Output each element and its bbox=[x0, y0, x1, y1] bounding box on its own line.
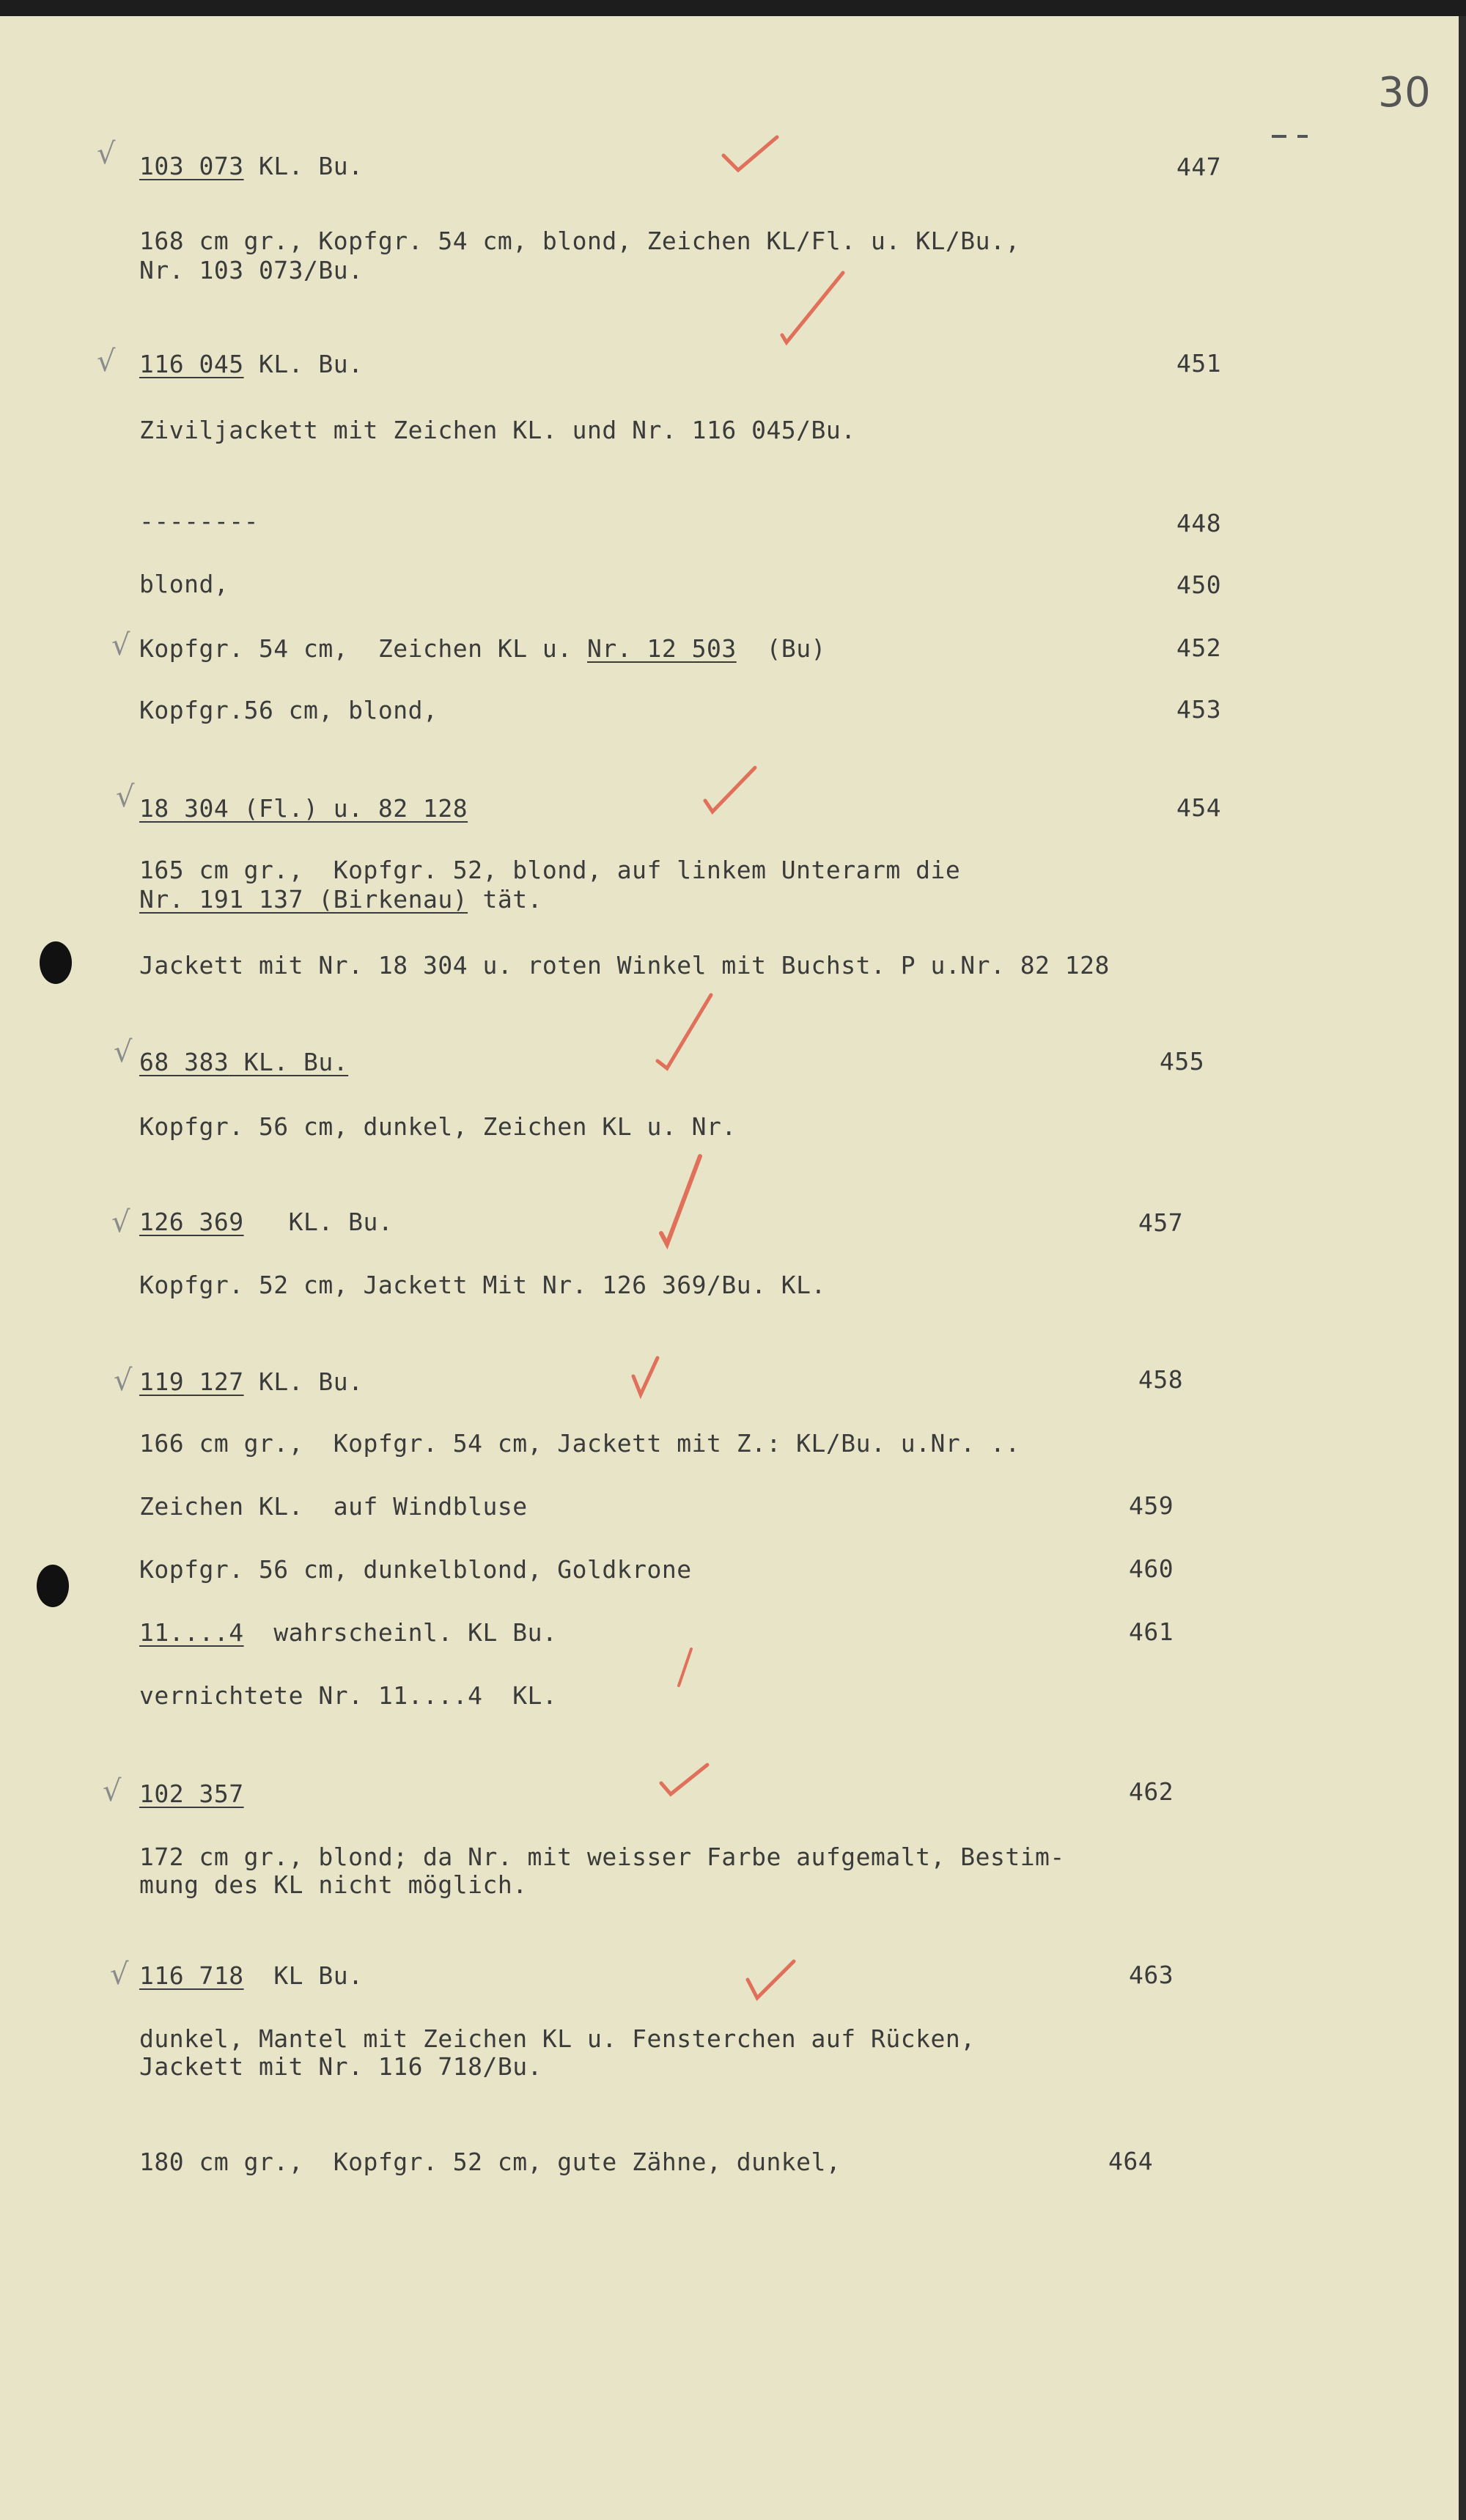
entry-heading bbox=[139, 1050, 348, 1076]
prisoner-number: Nr. 12 503 bbox=[587, 634, 737, 663]
description-line: Kopfgr. 54 cm, Zeichen KL u. Nr. 12 503 (Bu) bbox=[139, 634, 826, 663]
description-line: vernichtete Nr. 11....4 KL. bbox=[139, 1681, 558, 1710]
check-mark-icon bbox=[660, 1761, 711, 1798]
camp-code: KL. Bu. bbox=[243, 152, 364, 180]
check-mark-icon bbox=[673, 1645, 695, 1689]
camp-code: KL. Bu. bbox=[243, 1367, 364, 1396]
camp-code: KL Bu. bbox=[243, 1961, 364, 1990]
description-line: 166 cm gr., Kopfgr. 54 cm, Jackett mit Z.: KL/Bu. u.Nr. .. bbox=[139, 1429, 1020, 1458]
description-line: Ziviljackett mit Zeichen KL. und Nr. 116 045/Bu. bbox=[139, 416, 856, 444]
scan-top-edge bbox=[0, 0, 1466, 18]
margin-dash bbox=[1297, 135, 1308, 138]
scan-right-edge bbox=[1459, 16, 1466, 2520]
check-mark-icon bbox=[660, 1153, 704, 1248]
entry-heading: 18 304 (Fl.) u. 82 128 bbox=[139, 794, 468, 823]
blank-number-dashes: -------- bbox=[139, 507, 259, 535]
camp-code: KL. Bu. bbox=[243, 1208, 394, 1236]
tick-mark: √ bbox=[116, 780, 135, 814]
tick-mark: √ bbox=[103, 1774, 122, 1808]
document-page bbox=[0, 16, 1460, 2520]
reference-number: 453 bbox=[1176, 695, 1222, 724]
punch-hole bbox=[40, 941, 72, 984]
reference-number: 457 bbox=[1138, 1208, 1184, 1237]
check-mark-icon bbox=[722, 133, 781, 177]
entry-heading: 11....4 wahrscheinl. KL Bu. bbox=[139, 1618, 558, 1647]
reference-number: 447 bbox=[1176, 153, 1222, 181]
prisoner-number: 68 383 bbox=[139, 1048, 229, 1076]
reference-number: 455 bbox=[1160, 1047, 1205, 1076]
description-line: Kopfgr. 56 cm, dunkel, Zeichen KL u. Nr. bbox=[139, 1112, 737, 1141]
description-line: dunkel, Mantel mit Zeichen KL u. Fensterchen auf Rücken, bbox=[139, 2024, 976, 2053]
description-line: Kopfgr.56 cm, blond, bbox=[139, 696, 438, 724]
tick-mark: √ bbox=[97, 137, 116, 171]
tick-mark: √ bbox=[97, 345, 116, 378]
reference-number: 463 bbox=[1129, 1961, 1174, 1989]
prisoner-number: 126 369 bbox=[139, 1208, 244, 1236]
tick-mark: √ bbox=[114, 1035, 133, 1069]
description-line: Nr. 191 137 (Birkenau) tät. bbox=[139, 885, 542, 914]
description-line: 168 cm gr., Kopfgr. 54 cm, blond, Zeichen KL/Fl. u. KL/Bu., bbox=[139, 227, 1020, 255]
camp-code: KL. Bu. bbox=[243, 350, 364, 378]
camp-code: KL. Bu. bbox=[229, 1048, 349, 1076]
check-mark-icon bbox=[656, 991, 715, 1072]
reference-number: 460 bbox=[1129, 1554, 1174, 1583]
margin-dash bbox=[1272, 135, 1286, 138]
check-mark-icon bbox=[746, 1958, 798, 2002]
description-line: mung des KL nicht möglich. bbox=[139, 1870, 528, 1899]
punch-hole bbox=[37, 1565, 69, 1607]
tick-mark: √ bbox=[111, 1205, 130, 1239]
prisoner-number: 102 357 bbox=[139, 1779, 244, 1808]
reference-number: 454 bbox=[1176, 793, 1222, 822]
reference-number: 462 bbox=[1129, 1777, 1174, 1806]
description-line: 165 cm gr., Kopfgr. 52, blond, auf linkem Unterarm die bbox=[139, 856, 961, 884]
reference-number: 451 bbox=[1176, 349, 1222, 378]
page-number: 30 bbox=[1378, 69, 1432, 117]
prisoner-number: 116 718 bbox=[139, 1961, 244, 1990]
check-mark-icon bbox=[632, 1354, 661, 1398]
reference-number: 452 bbox=[1176, 633, 1222, 662]
description-line: Zeichen KL. auf Windbluse bbox=[139, 1492, 528, 1521]
entry-heading bbox=[139, 352, 364, 378]
prisoner-number: 11....4 bbox=[139, 1618, 244, 1647]
prisoner-number: 116 045 bbox=[139, 350, 244, 378]
tick-mark: √ bbox=[114, 1364, 133, 1397]
description-line: blond, bbox=[139, 570, 229, 598]
description-line: 180 cm gr., Kopfgr. 52 cm, gute Zähne, dunkel, bbox=[139, 2148, 841, 2176]
reference-number: 464 bbox=[1108, 2147, 1154, 2175]
entry-heading bbox=[139, 1961, 364, 1990]
tick-mark: √ bbox=[110, 1958, 129, 1991]
reference-number: 461 bbox=[1129, 1617, 1174, 1646]
check-mark-icon bbox=[704, 764, 759, 815]
reference-number: 450 bbox=[1176, 570, 1222, 599]
entry-heading bbox=[139, 1210, 393, 1235]
prisoner-number: 103 073 bbox=[139, 152, 244, 180]
check-mark-icon bbox=[781, 269, 847, 350]
reference-number: 458 bbox=[1138, 1365, 1184, 1394]
reference-number: 448 bbox=[1176, 509, 1222, 537]
prisoner-number: 119 127 bbox=[139, 1367, 244, 1396]
entry-heading bbox=[139, 154, 364, 180]
description-line: Kopfgr. 56 cm, dunkelblond, Goldkrone bbox=[139, 1555, 692, 1584]
description-line: Nr. 103 073/Bu. bbox=[139, 256, 364, 284]
description-line: Kopfgr. 52 cm, Jackett Mit Nr. 126 369/Bu. KL. bbox=[139, 1271, 826, 1299]
tick-mark: √ bbox=[111, 628, 130, 662]
description-line: 172 cm gr., blond; da Nr. mit weisser Farbe aufgemalt, Bestim- bbox=[139, 1843, 1065, 1871]
description-line: Jackett mit Nr. 116 718/Bu. bbox=[139, 2052, 542, 2081]
prisoner-number: Nr. 191 137 (Birkenau) bbox=[139, 885, 468, 914]
entry-heading bbox=[139, 1367, 364, 1396]
reference-number: 459 bbox=[1129, 1491, 1174, 1520]
description-line: Jackett mit Nr. 18 304 u. roten Winkel mit Buchst. P u.Nr. 82 128 bbox=[139, 951, 1110, 980]
